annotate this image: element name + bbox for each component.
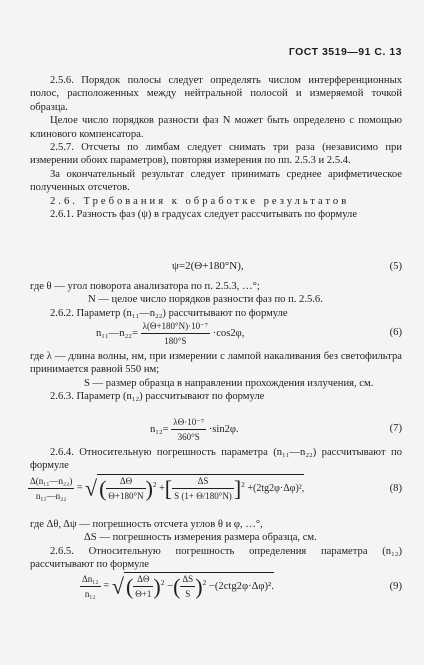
formula-8-tail: +(2tg2φ·Δφ)², xyxy=(247,482,305,494)
formula-9-term-a-numerator: ΔΘ xyxy=(133,573,153,587)
formula-9 xyxy=(80,572,274,600)
formula-8-left-numerator: Δ(n₁₁—n₂₂) xyxy=(28,475,74,489)
bracket-left-icon: [ xyxy=(164,475,173,501)
formula-7 xyxy=(150,416,239,443)
formula-9-equals: = xyxy=(103,580,110,592)
paren-left-icon-3: ( xyxy=(173,573,181,599)
paragraph-2-6-3: 2.6.3. Параметр (n₁₂) рассчитывают по формуле xyxy=(50,391,265,403)
formula-9-left-numerator: Δn₁₂ xyxy=(80,573,101,587)
paren-right-icon-2: ) xyxy=(153,573,161,599)
paren-left-icon-2: ( xyxy=(125,573,134,599)
formula-9-term-b xyxy=(180,573,195,600)
text-block-where-1 xyxy=(30,280,402,320)
formula-8-number: (8) xyxy=(389,483,402,494)
bracket-right-icon: ] xyxy=(233,475,242,501)
where-delta-angles: где Δθ, Δψ — погрешность отсчета углов θ и φ, …°, xyxy=(30,519,263,530)
formula-9-term-a-denominator: Θ+1 xyxy=(135,589,152,599)
formula-9-radicand: ( $\frac{\Delta\Theta}{\Theta+1}$ )$^2$ −( $\frac{\Delta S}{S}$ )$^2$ −(2ctg2φ·Δφ)². xyxy=(125,573,274,599)
formula-6 xyxy=(96,320,244,347)
page-header: ГОСТ 3519—91 С. 13 xyxy=(288,46,402,58)
section-2-6-heading: 2.6. Требования к обработке результатов xyxy=(50,195,350,207)
formula-8 xyxy=(28,474,304,502)
formula-6-right: ·cos2φ, xyxy=(212,327,245,339)
paragraph-2-6-2: 2.6.2. Параметр (n₁₁—n₂₂) рассчитывают по формуле xyxy=(50,307,288,319)
formula-7-denominator: 360°S xyxy=(177,432,200,442)
formula-9-number: (9) xyxy=(389,581,402,592)
formula-7-right: ·sin2φ. xyxy=(208,423,239,435)
paragraph-2-6-5: 2.6.5. Относительную погрешность определения параметра (n₁₂) рассчитывают по формуле xyxy=(30,545,402,571)
where-lambda: где λ — длина волны, нм, при измерении с лампой накаливания без светофильтра принимается равной 550 нм; xyxy=(30,351,402,376)
formula-7-number: (7) xyxy=(389,423,402,434)
formula-8-term-b-s: S xyxy=(174,491,180,501)
square-exponent-4: 2 xyxy=(202,577,207,587)
formula-8-left-fraction xyxy=(28,475,74,502)
paragraph-2-5-6: 2.5.6. Порядок полосы следует определять числом интерференционных полос, расположенных между нейтральной полосой и измеряемой точкой образца. xyxy=(30,75,402,113)
paren-right-icon-3: ) xyxy=(195,573,203,599)
formula-8-radicand: ( $\frac{\Delta\Theta}{\Theta+180^\circ N}$ )$^2$ +[ $\frac{\Delta S}{S (1+ \Theta/180^\circ N)}$ ]$^2$ +(2tg2φ·Δφ)², xyxy=(99,475,305,501)
paragraph-phase-order: Целое число порядков разности фаз N может быть определено с помощью клинового компенсатора. xyxy=(30,115,402,140)
paragraph-2-6-4: 2.6.4. Относительную погрешность параметра (n₁₁—n₂₂) рассчитывают по формуле xyxy=(30,447,402,472)
paren-left-icon: ( xyxy=(99,475,107,501)
formula-7-numerator: λΘ·10⁻⁷ xyxy=(171,416,206,430)
formula-6-numerator: λ(Θ+180°N)·10⁻⁷ xyxy=(141,320,210,334)
sqrt-icon-2: √ xyxy=(111,573,124,599)
where-delta-s: ΔS — погрешность измерения размера образца, см. xyxy=(84,532,317,544)
formula-8-equals: = xyxy=(76,482,83,494)
square-exponent-3: 2 xyxy=(160,577,165,587)
formula-9-left-fraction xyxy=(80,573,101,600)
paragraph-2-5-7: 2.5.7. Отсчеты по лимбам следует снимать три раза (независимо при измерении обоих параметров), повторяя измерения по пп. 2.5.3 и 2.5.4. xyxy=(30,142,402,167)
text-block-2-6-4 xyxy=(30,446,402,473)
paren-right-icon: ) xyxy=(145,475,153,501)
square-exponent: 2 xyxy=(152,479,157,489)
formula-5: ψ=2(Θ+180°N), xyxy=(172,260,244,272)
formula-9-tail: −(2ctg2φ·Δφ)². xyxy=(208,580,274,592)
where-n: N — целое число порядков разности фаз по п. 2.5.6. xyxy=(88,294,323,306)
formula-5-number: (5) xyxy=(389,261,402,272)
formula-6-number: (6) xyxy=(389,327,402,338)
square-exponent-2: 2 xyxy=(241,479,245,489)
formula-6-fraction xyxy=(141,320,210,347)
formula-8-term-a-denominator: Θ+180°N xyxy=(108,491,144,501)
where-s: S — размер образца в направлении прохождения излучения, см. xyxy=(84,377,374,389)
formula-8-term-b-numerator: ΔS xyxy=(172,475,234,489)
paragraph-2-6-1: 2.6.1. Разность фаз (ψ) в градусах следует рассчитывать по формуле xyxy=(50,209,358,221)
formula-7-fraction xyxy=(171,416,206,443)
formula-8-term-b xyxy=(172,475,234,502)
formula-9-term-b-denominator: S xyxy=(185,589,191,599)
sqrt-icon: √ xyxy=(84,475,98,501)
paragraph-final-result: За окончательный результат следует принимать среднее арифметическое полученных отсчетов. xyxy=(30,168,402,194)
formula-8-term-a xyxy=(106,475,145,502)
formula-9-term-a xyxy=(133,573,153,600)
where-theta: где θ — угол поворота анализатора по п. 2.5.3, …°; xyxy=(30,281,260,292)
formula-7-left: n₁₂= xyxy=(150,423,169,435)
formula-9-left-denominator: n₁₂ xyxy=(84,588,96,599)
formula-6-left: n₁₁—n₂₂= xyxy=(96,327,138,339)
formula-8-term-b-inner: (1+ Θ/180°N) xyxy=(181,491,232,501)
formula-8-left-denominator: n₁₁—n₂₂ xyxy=(35,490,67,501)
text-block-top xyxy=(30,74,402,221)
text-block-where-2 xyxy=(30,350,402,404)
text-block-where-3 xyxy=(30,518,402,572)
formula-6-denominator: 180°S xyxy=(164,336,187,346)
formula-8-term-b-denominator xyxy=(172,489,234,502)
formula-9-term-b-numerator: ΔS xyxy=(180,573,195,587)
formula-8-term-a-numerator: ΔΘ xyxy=(106,475,145,489)
